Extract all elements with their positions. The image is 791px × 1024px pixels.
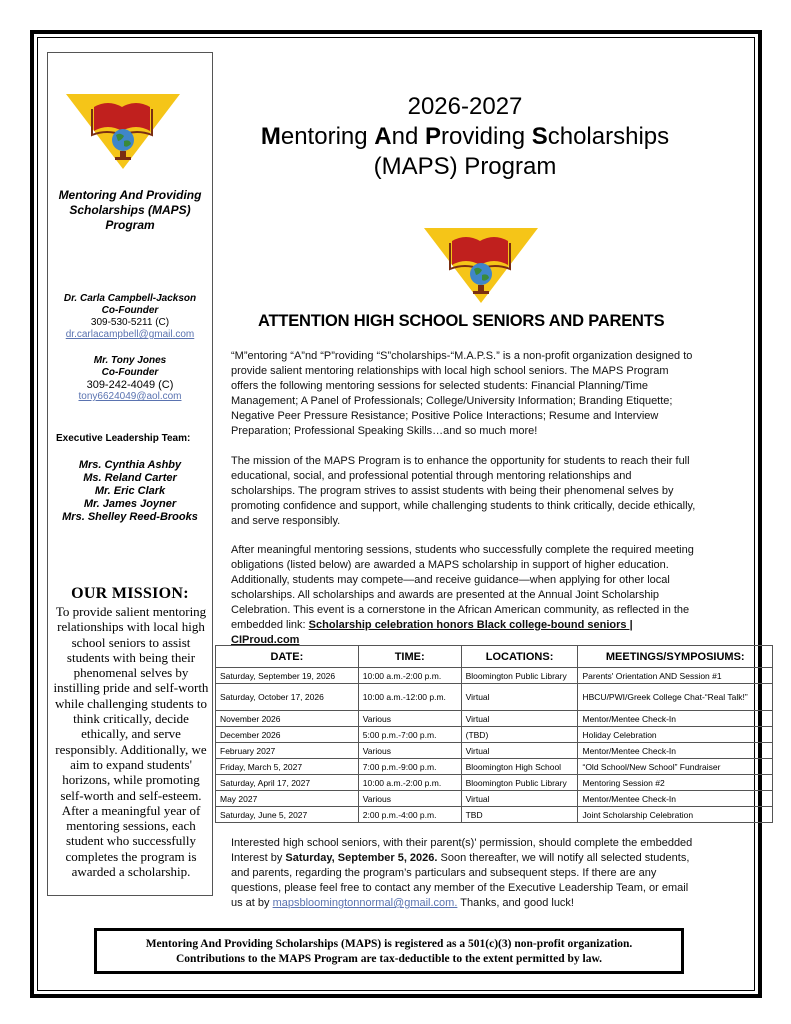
cell-time: 7:00 p.m.-9:00 p.m. bbox=[358, 759, 461, 775]
cell-location: Bloomington Public Library bbox=[461, 775, 578, 791]
cell-location: Virtual bbox=[461, 711, 578, 727]
exec-member: Mrs. Shelley Reed-Brooks bbox=[62, 511, 198, 523]
col-header-date: DATE: bbox=[216, 646, 359, 668]
col-header-meeting: MEETINGS/SYMPOSIUMS: bbox=[578, 646, 773, 668]
col-header-location: LOCATIONS: bbox=[461, 646, 578, 668]
cell-date: November 2026 bbox=[216, 711, 359, 727]
contact-role: Co-Founder bbox=[101, 367, 159, 378]
mission-paragraph: The mission of the MAPS Program is to enhance the opportunity for students to reach their full educational, social, and professional potential through mentoring relationships and scholarships. The program strives to assist students with being their phenomenal selves by promoting confidence and support, while challenging students to think critically, decide ethically, and serve responsibly. bbox=[231, 455, 696, 527]
table-row bbox=[216, 711, 773, 727]
cell-date: February 2027 bbox=[216, 743, 359, 759]
contact-email-link[interactable]: tony6624049@aol.com bbox=[78, 391, 182, 402]
contact-role: Co-Founder bbox=[101, 305, 159, 316]
table-row bbox=[216, 791, 773, 807]
cell-location: (TBD) bbox=[461, 727, 578, 743]
intro-paragraph: “M”entoring “A”nd “P”roviding “S”cholarships-“M.A.P.S.” is a non-profit organization designed to provide salient mentoring relationships with local high school seniors. The MAPS Program offers the following mentoring sessions for selected students: Financial Planning/Time Management; A Panel of Professionals; College/University Information; Branding Etiquette; Negative Peer Pressure Resistance; Positive Police Interactions; Resume and Interview Preparation; Professional Speaking Skills…and so much more! bbox=[231, 350, 693, 437]
cell-date: Saturday, October 17, 2026 bbox=[216, 684, 359, 711]
title-word: cholarships bbox=[547, 123, 670, 150]
nonprofit-notice bbox=[94, 928, 684, 974]
cell-meeting: Holiday Celebration bbox=[578, 727, 773, 743]
cell-location: Bloomington Public Library bbox=[461, 668, 578, 684]
maps-logo-icon bbox=[64, 91, 182, 171]
sidebar-org-name: Mentoring And Providing Scholarships (MAPS) Program bbox=[58, 188, 202, 232]
cell-date: December 2026 bbox=[216, 727, 359, 743]
table-row bbox=[216, 743, 773, 759]
exec-team-list bbox=[48, 459, 212, 524]
cell-date: Saturday, June 5, 2027 bbox=[216, 807, 359, 823]
cell-time: Various bbox=[358, 743, 461, 759]
attention-heading: ATTENTION HIGH SCHOOL SENIORS AND PARENTS bbox=[258, 312, 665, 330]
contact-phone: 309-530-5211 (C) bbox=[90, 317, 170, 328]
contact-phone: 309-242-4049 (C) bbox=[86, 379, 174, 391]
after-text: After meaningful mentoring sessions, students who successfully complete the required meeting obligations (listed below) are awarded a MAPS scholarship in support of higher education. Additionally, students may compete—and receive guidance—when applying for other local scholarships. All scholarships and awards are presented at the Annual Joint Scholarship Celebration. This event is a cornerstone in the African American community, as reflected in the embedded link: bbox=[231, 544, 694, 631]
table-row bbox=[216, 727, 773, 743]
table-row bbox=[216, 807, 773, 823]
schedule-body bbox=[216, 668, 773, 823]
title-initial: A bbox=[374, 123, 392, 150]
cell-meeting: HBCU/PWI/Greek College Chat-“Real Talk!” bbox=[578, 684, 773, 711]
cell-location: Bloomington High School bbox=[461, 759, 578, 775]
exec-member: Ms. Reland Carter bbox=[83, 472, 177, 484]
cell-meeting: Parents' Orientation AND Session #1 bbox=[578, 668, 773, 684]
cell-location: TBD bbox=[461, 807, 578, 823]
table-header-row bbox=[216, 646, 773, 668]
schedule-table bbox=[215, 645, 773, 823]
title-word: roviding bbox=[441, 123, 532, 150]
cell-time: 10:00 a.m.-2:00 p.m. bbox=[358, 668, 461, 684]
cell-location: Virtual bbox=[461, 684, 578, 711]
cell-meeting: Mentoring Session #2 bbox=[578, 775, 773, 791]
mission-heading: OUR MISSION: bbox=[71, 585, 189, 602]
page-title bbox=[250, 92, 680, 182]
table-row bbox=[216, 668, 773, 684]
deadline-date: Saturday, September 5, 2026. bbox=[285, 852, 438, 864]
contact-email-link[interactable]: dr.carlacampbell@gmail.com bbox=[65, 329, 195, 340]
cell-time: 10:00 a.m.-12:00 p.m. bbox=[358, 684, 461, 711]
contact-card-2 bbox=[48, 355, 212, 403]
cell-meeting: Mentor/Mentee Check-In bbox=[578, 743, 773, 759]
title-word: entoring bbox=[280, 123, 375, 150]
col-header-time: TIME: bbox=[358, 646, 461, 668]
cell-date: Saturday, September 19, 2026 bbox=[216, 668, 359, 684]
exec-member: Mrs. Cynthia Ashby bbox=[78, 459, 182, 471]
cell-time: 10:00 a.m.-2:00 p.m. bbox=[358, 775, 461, 791]
table-row bbox=[216, 775, 773, 791]
cell-location: Virtual bbox=[461, 743, 578, 759]
cell-date: Friday, March 5, 2027 bbox=[216, 759, 359, 775]
cell-date: May 2027 bbox=[216, 791, 359, 807]
table-row bbox=[216, 684, 773, 711]
cell-meeting: Mentor/Mentee Check-In bbox=[578, 711, 773, 727]
exec-team-heading: Executive Leadership Team: bbox=[56, 433, 191, 444]
cell-time: 2:00 p.m.-4:00 p.m. bbox=[358, 807, 461, 823]
cell-date: Saturday, April 17, 2027 bbox=[216, 775, 359, 791]
title-initial: P bbox=[424, 123, 441, 150]
title-initial: S bbox=[531, 123, 548, 150]
closing-text-1: Interested high school seniors, with their parent(s)' permission, should complete the embedded Interest by bbox=[231, 837, 693, 864]
notice-line-1: Mentoring And Providing Scholarships (MAPS) is registered as a 501(c)(3) non-profit organization. bbox=[145, 938, 633, 950]
title-year: 2026-2027 bbox=[407, 93, 523, 120]
contact-email-link[interactable]: mapsbloomingtonnormal@gmail.com. bbox=[272, 897, 458, 909]
closing-text-2: Soon thereafter, we will notify all selected students, and parents, regarding the program’s particulars and subsequent steps. If there are any questions, please feel free to contact any member of the Executive Leadership Team, or email us at by bbox=[231, 852, 690, 909]
mission-text: To provide salient mentoring relationships with local high school seniors to assist students with being their phenomenal selves by instilling pride and self-worth while challenging students to think critically, decide ethically, and serve responsibly. Additionally, we aim to expand students' horizons, while promoting self-worth and self-esteem. After a meaningful year of mentoring sessions, each student who successfully completes the program is awarded a scholarship. bbox=[53, 604, 209, 880]
title-initial: M bbox=[260, 123, 281, 150]
sidebar bbox=[47, 52, 213, 896]
maps-logo-main-icon bbox=[422, 222, 540, 308]
closing-paragraph bbox=[231, 836, 696, 911]
celebration-link[interactable]: Scholarship celebration honors Black college-bound seniors | CIProud.com bbox=[231, 619, 633, 646]
table-row bbox=[216, 759, 773, 775]
title-word: nd bbox=[391, 123, 425, 150]
cell-time: Various bbox=[358, 711, 461, 727]
title-program-name bbox=[250, 122, 680, 152]
notice-line-2: Contributions to the MAPS Program are tax-deductible to the extent permitted by law. bbox=[176, 953, 602, 965]
cell-time: 5:00 p.m.-7:00 p.m. bbox=[358, 727, 461, 743]
cell-location: Virtual bbox=[461, 791, 578, 807]
contact-name: Mr. Tony Jones bbox=[93, 355, 167, 366]
title-program-abbrev: (MAPS) Program bbox=[373, 153, 557, 180]
cell-time: Various bbox=[358, 791, 461, 807]
after-paragraph bbox=[231, 543, 696, 648]
contact-name: Dr. Carla Campbell-Jackson bbox=[63, 293, 197, 304]
contact-card-1 bbox=[48, 293, 212, 341]
closing-text-3: Thanks, and good luck! bbox=[457, 897, 574, 909]
cell-meeting: Joint Scholarship Celebration bbox=[578, 807, 773, 823]
exec-member: Mr. James Joyner bbox=[83, 498, 177, 510]
cell-meeting: “Old School/New School” Fundraiser bbox=[578, 759, 773, 775]
cell-meeting: Mentor/Mentee Check-In bbox=[578, 791, 773, 807]
exec-member: Mr. Eric Clark bbox=[94, 485, 166, 497]
